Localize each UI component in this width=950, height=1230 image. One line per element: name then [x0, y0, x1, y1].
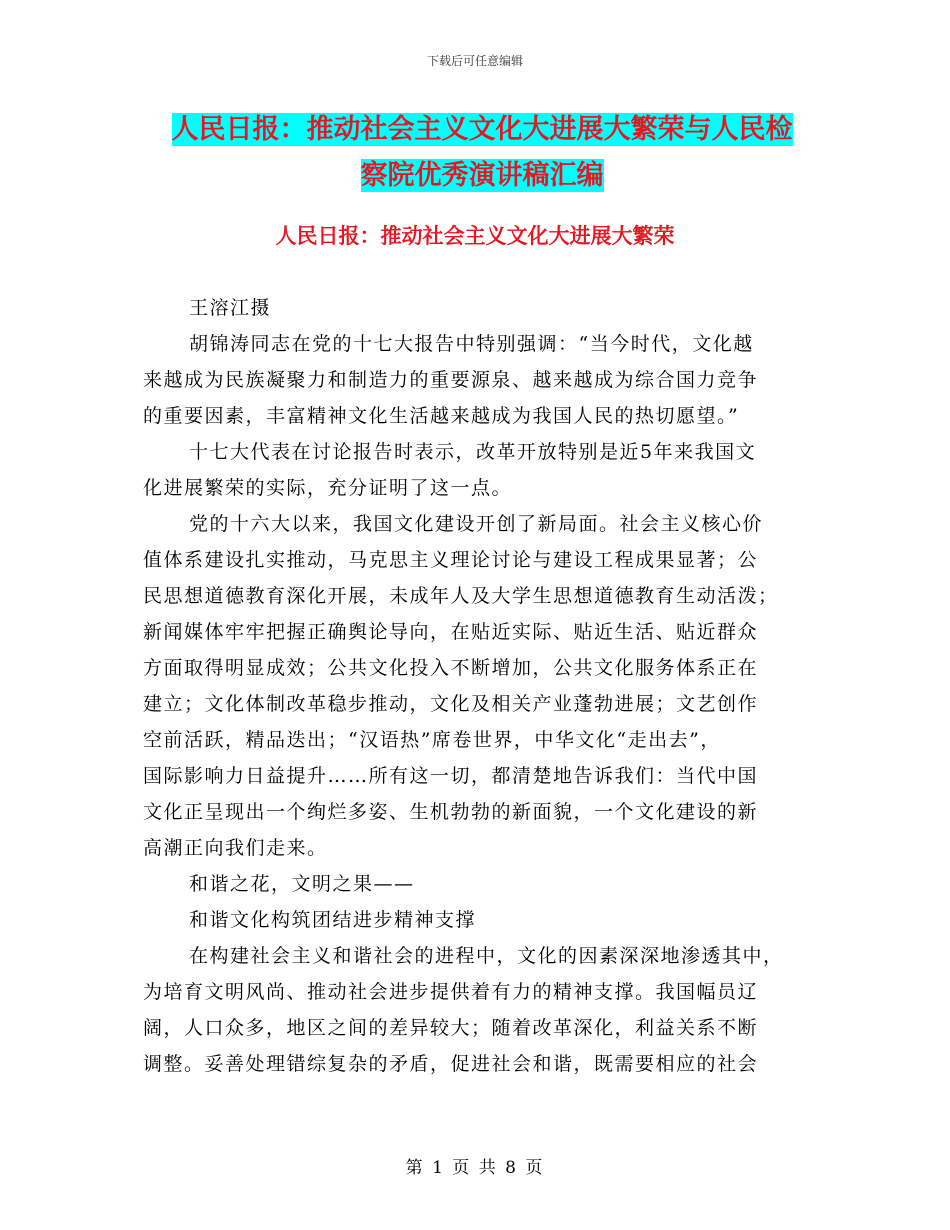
body-line: 和谐之花，文明之果—— — [189, 873, 415, 895]
body-line: 的重要因素，丰富精神文化生活越来越成为我国人民的热切愿望。” — [143, 405, 740, 427]
body-line: 民思想道德教育深化开展，未成年人及大学生思想道德教育生动活泼； — [143, 585, 779, 607]
body-line: 阔，人口众多，地区之间的差异较大；随着改革深化，利益关系不断 — [143, 1017, 759, 1039]
page-footer: 第 1 页 共 8 页 — [405, 1158, 545, 1178]
title-line-2: 察院优秀演讲稿汇编 — [360, 160, 604, 191]
body-line: 为培育文明风尚、推动社会进步提供着有力的精神支撑。我国幅员辽 — [143, 981, 759, 1003]
body-line: 在构建社会主义和谐社会的进程中，文化的因素深深地渗透其中， — [189, 945, 784, 967]
body-line: 十七大代表在讨论报告时表示，改革开放特别是近5年来我国文 — [189, 441, 757, 463]
body-line: 文化正呈现出一个绚烂多姿、生机勃勃的新面貌，一个文化建设的新 — [143, 801, 759, 823]
body-line: 化进展繁荣的实际，充分证明了这一点。 — [143, 477, 513, 499]
header-note: 下载后可任意编辑 — [426, 54, 523, 68]
body-line: 建立；文化体制改革稳步推动，文化及相关产业蓬勃进展；文艺创作 — [143, 693, 759, 715]
body-line: 空前活跃，精品迭出；“汉语热”席卷世界，中华文化“走出去”， — [143, 729, 721, 751]
body-line: 调整。妥善处理错综复杂的矛盾，促进社会和谐，既需要相应的社会 — [143, 1053, 759, 1075]
body-line: 王溶江摄 — [189, 297, 272, 319]
body-line: 来越成为民族凝聚力和制造力的重要源泉、越来越成为综合国力竞争 — [143, 369, 759, 391]
body-line: 和谐文化构筑团结进步精神支撑 — [189, 909, 477, 931]
body-line: 方面取得明显成效；公共文化投入不断增加，公共文化服务体系正在 — [143, 657, 759, 679]
body-line: 党的十六大以来，我国文化建设开创了新局面。社会主义核心价 — [189, 513, 764, 535]
body-line: 国际影响力日益提升……所有这一切，都清楚地告诉我们：当代中国 — [143, 765, 759, 787]
body-line: 胡锦涛同志在党的十七大报告中特别强调：“当今时代，文化越 — [189, 333, 754, 355]
section-title: 人民日报：推动社会主义文化大进展大繁荣 — [275, 224, 675, 248]
document-title — [142, 107, 822, 199]
body-line: 高潮正向我们走来。 — [143, 837, 328, 859]
body-text — [143, 290, 803, 1082]
body-line: 新闻媒体牢牢把握正确舆论导向，在贴近实际、贴近生活、贴近群众 — [143, 621, 759, 643]
body-line: 值体系建设扎实推动，马克思主义理论讨论与建设工程成果显著；公 — [143, 549, 759, 571]
title-line-1: 人民日报：推动社会主义文化大进展大繁荣与人民检 — [171, 114, 793, 145]
